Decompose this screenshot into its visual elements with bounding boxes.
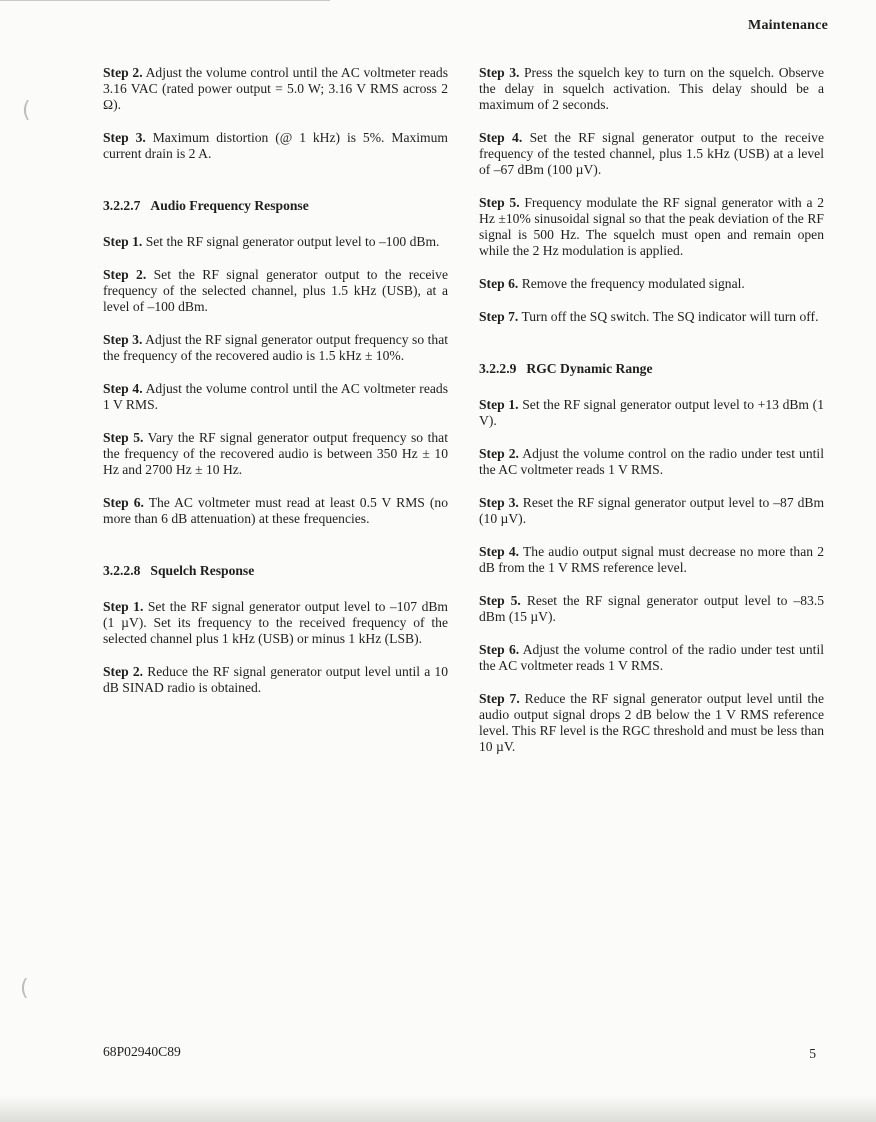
section-heading (103, 563, 448, 579)
step-paragraph (479, 642, 824, 674)
step-label: Step 2. (103, 65, 143, 80)
step-label: Step 5. (479, 195, 520, 210)
step-label: Step 1. (479, 397, 519, 412)
step-paragraph (479, 495, 824, 527)
section-heading (103, 198, 448, 214)
step-paragraph (103, 599, 448, 647)
step-label: Step 4. (103, 381, 143, 396)
step-label: Step 3. (479, 495, 519, 510)
step-paragraph (103, 495, 448, 527)
step-text: Set the RF signal generator output to the receive frequency of the selected channel, plus 1.5 kHz (USB), at a level of –100 dBm. (103, 267, 448, 314)
step-text: Adjust the RF signal generator output frequency so that the frequency of the recovered audio is 1.5 kHz ± 10%. (103, 332, 449, 363)
step-paragraph (479, 65, 824, 113)
step-text: The audio output signal must decrease no more than 2 dB from the 1 V RMS reference level. (479, 544, 825, 575)
step-paragraph (479, 130, 824, 178)
step-label: Step 5. (103, 430, 144, 445)
step-label: Step 5. (479, 593, 521, 608)
step-text: Remove the frequency modulated signal. (521, 276, 745, 291)
step-label: Step 3. (103, 130, 146, 145)
step-text: Reduce the RF signal generator output level until the audio output signal drops 2 dB below the 1 V RMS reference level. This RF level is the RGC threshold and must be less than 10 µV. (479, 691, 825, 754)
step-label: Step 7. (479, 309, 519, 324)
step-label: Step 7. (479, 691, 520, 706)
step-paragraph (479, 276, 824, 292)
step-text: Press the squelch key to turn on the squelch. Observe the delay in squelch activation. This delay should be a maximum of 2 seconds. (479, 65, 824, 112)
step-paragraph (479, 544, 824, 576)
step-label: Step 2. (103, 664, 144, 679)
step-label: Step 1. (103, 234, 143, 249)
step-label: Step 3. (103, 332, 143, 347)
step-paragraph (479, 309, 824, 325)
step-text: Maximum distortion (@ 1 kHz) is 5%. Maximum current drain is 2 A. (103, 130, 448, 161)
step-paragraph (103, 267, 448, 315)
page-number: 5 (809, 1046, 816, 1061)
step-text: Turn off the SQ switch. The SQ indicator will turn off. (521, 309, 819, 324)
step-text: Reset the RF signal generator output level to –83.5 dBm (15 µV). (479, 593, 825, 624)
step-text: Set the RF signal generator output level to –107 dBm (1 µV). Set its frequency to the received frequency of the selected channel plus 1 kHz (USB) or minus 1 kHz (LSB). (103, 599, 449, 646)
step-paragraph (103, 664, 448, 696)
section-number: 3.2.2.7 (103, 198, 141, 213)
step-label: Step 6. (479, 276, 519, 291)
step-text: Set the RF signal generator output to the receive frequency of the tested channel, plus 1.5 kHz (USB) at a level of –67 dBm (100 µV). (479, 130, 824, 177)
document-number: 68P02940C89 (103, 1044, 181, 1059)
section-number: 3.2.2.9 (479, 361, 517, 376)
step-paragraph (479, 446, 824, 478)
step-paragraph (103, 332, 448, 364)
section-title: Squelch Response (150, 563, 255, 578)
step-text: Reset the RF signal generator output level to –87 dBm (10 µV). (479, 495, 825, 526)
step-text: Reduce the RF signal generator output level until a 10 dB SINAD radio is obtained. (103, 664, 448, 695)
step-paragraph (103, 130, 448, 162)
step-text: Adjust the volume control until the AC voltmeter reads 1 V RMS. (103, 381, 448, 412)
step-text: Adjust the volume control of the radio under test until the AC voltmeter reads 1 V RMS. (479, 642, 825, 673)
step-paragraph (103, 234, 448, 250)
right-column (479, 65, 824, 772)
step-label: Step 1. (103, 599, 144, 614)
section-title: RGC Dynamic Range (526, 361, 653, 376)
step-label: Step 2. (479, 446, 519, 461)
section-heading (479, 361, 824, 377)
scan-mark: ( (22, 98, 31, 123)
scan-bottom-edge (0, 1096, 876, 1122)
step-paragraph (103, 65, 448, 113)
step-text: The AC voltmeter must read at least 0.5 V RMS (no more than 6 dB attenuation) at these frequencies. (103, 495, 448, 526)
scan-mark: ( (20, 976, 29, 1001)
left-column (103, 65, 448, 713)
step-text: Set the RF signal generator output level to –100 dBm. (145, 234, 440, 249)
step-paragraph (479, 691, 824, 755)
section-title: Audio Frequency Response (150, 198, 309, 213)
step-text: Set the RF signal generator output level to +13 dBm (1 V). (479, 397, 824, 428)
step-paragraph (479, 397, 824, 429)
scan-top-line (0, 0, 330, 1)
step-label: Step 6. (479, 642, 520, 657)
step-text: Frequency modulate the RF signal generator with a 2 Hz ±10% sinusoidal signal so that the peak deviation of the RF signal is 500 Hz. The squelch must open and remain open while the 2 Hz modulation is applied. (479, 195, 824, 258)
step-text: Adjust the volume control until the AC voltmeter reads 3.16 VAC (rated power output = 5.0 W; 3.16 V RMS across 2 Ω). (103, 65, 448, 112)
step-label: Step 4. (479, 544, 520, 559)
step-paragraph (479, 195, 824, 259)
step-label: Step 4. (479, 130, 523, 145)
step-paragraph (479, 593, 824, 625)
page-header: Maintenance (748, 18, 828, 33)
step-paragraph (103, 430, 448, 478)
step-label: Step 6. (103, 495, 144, 510)
section-number: 3.2.2.8 (103, 563, 141, 578)
step-text: Adjust the volume control on the radio under test until the AC voltmeter reads 1 V RMS. (479, 446, 824, 477)
step-label: Step 2. (103, 267, 147, 282)
step-paragraph (103, 381, 448, 413)
step-label: Step 3. (479, 65, 520, 80)
step-text: Vary the RF signal generator output frequency so that the frequency of the recovered audio is between 350 Hz ± 10 Hz and 2700 Hz ± 10 Hz. (103, 430, 448, 477)
